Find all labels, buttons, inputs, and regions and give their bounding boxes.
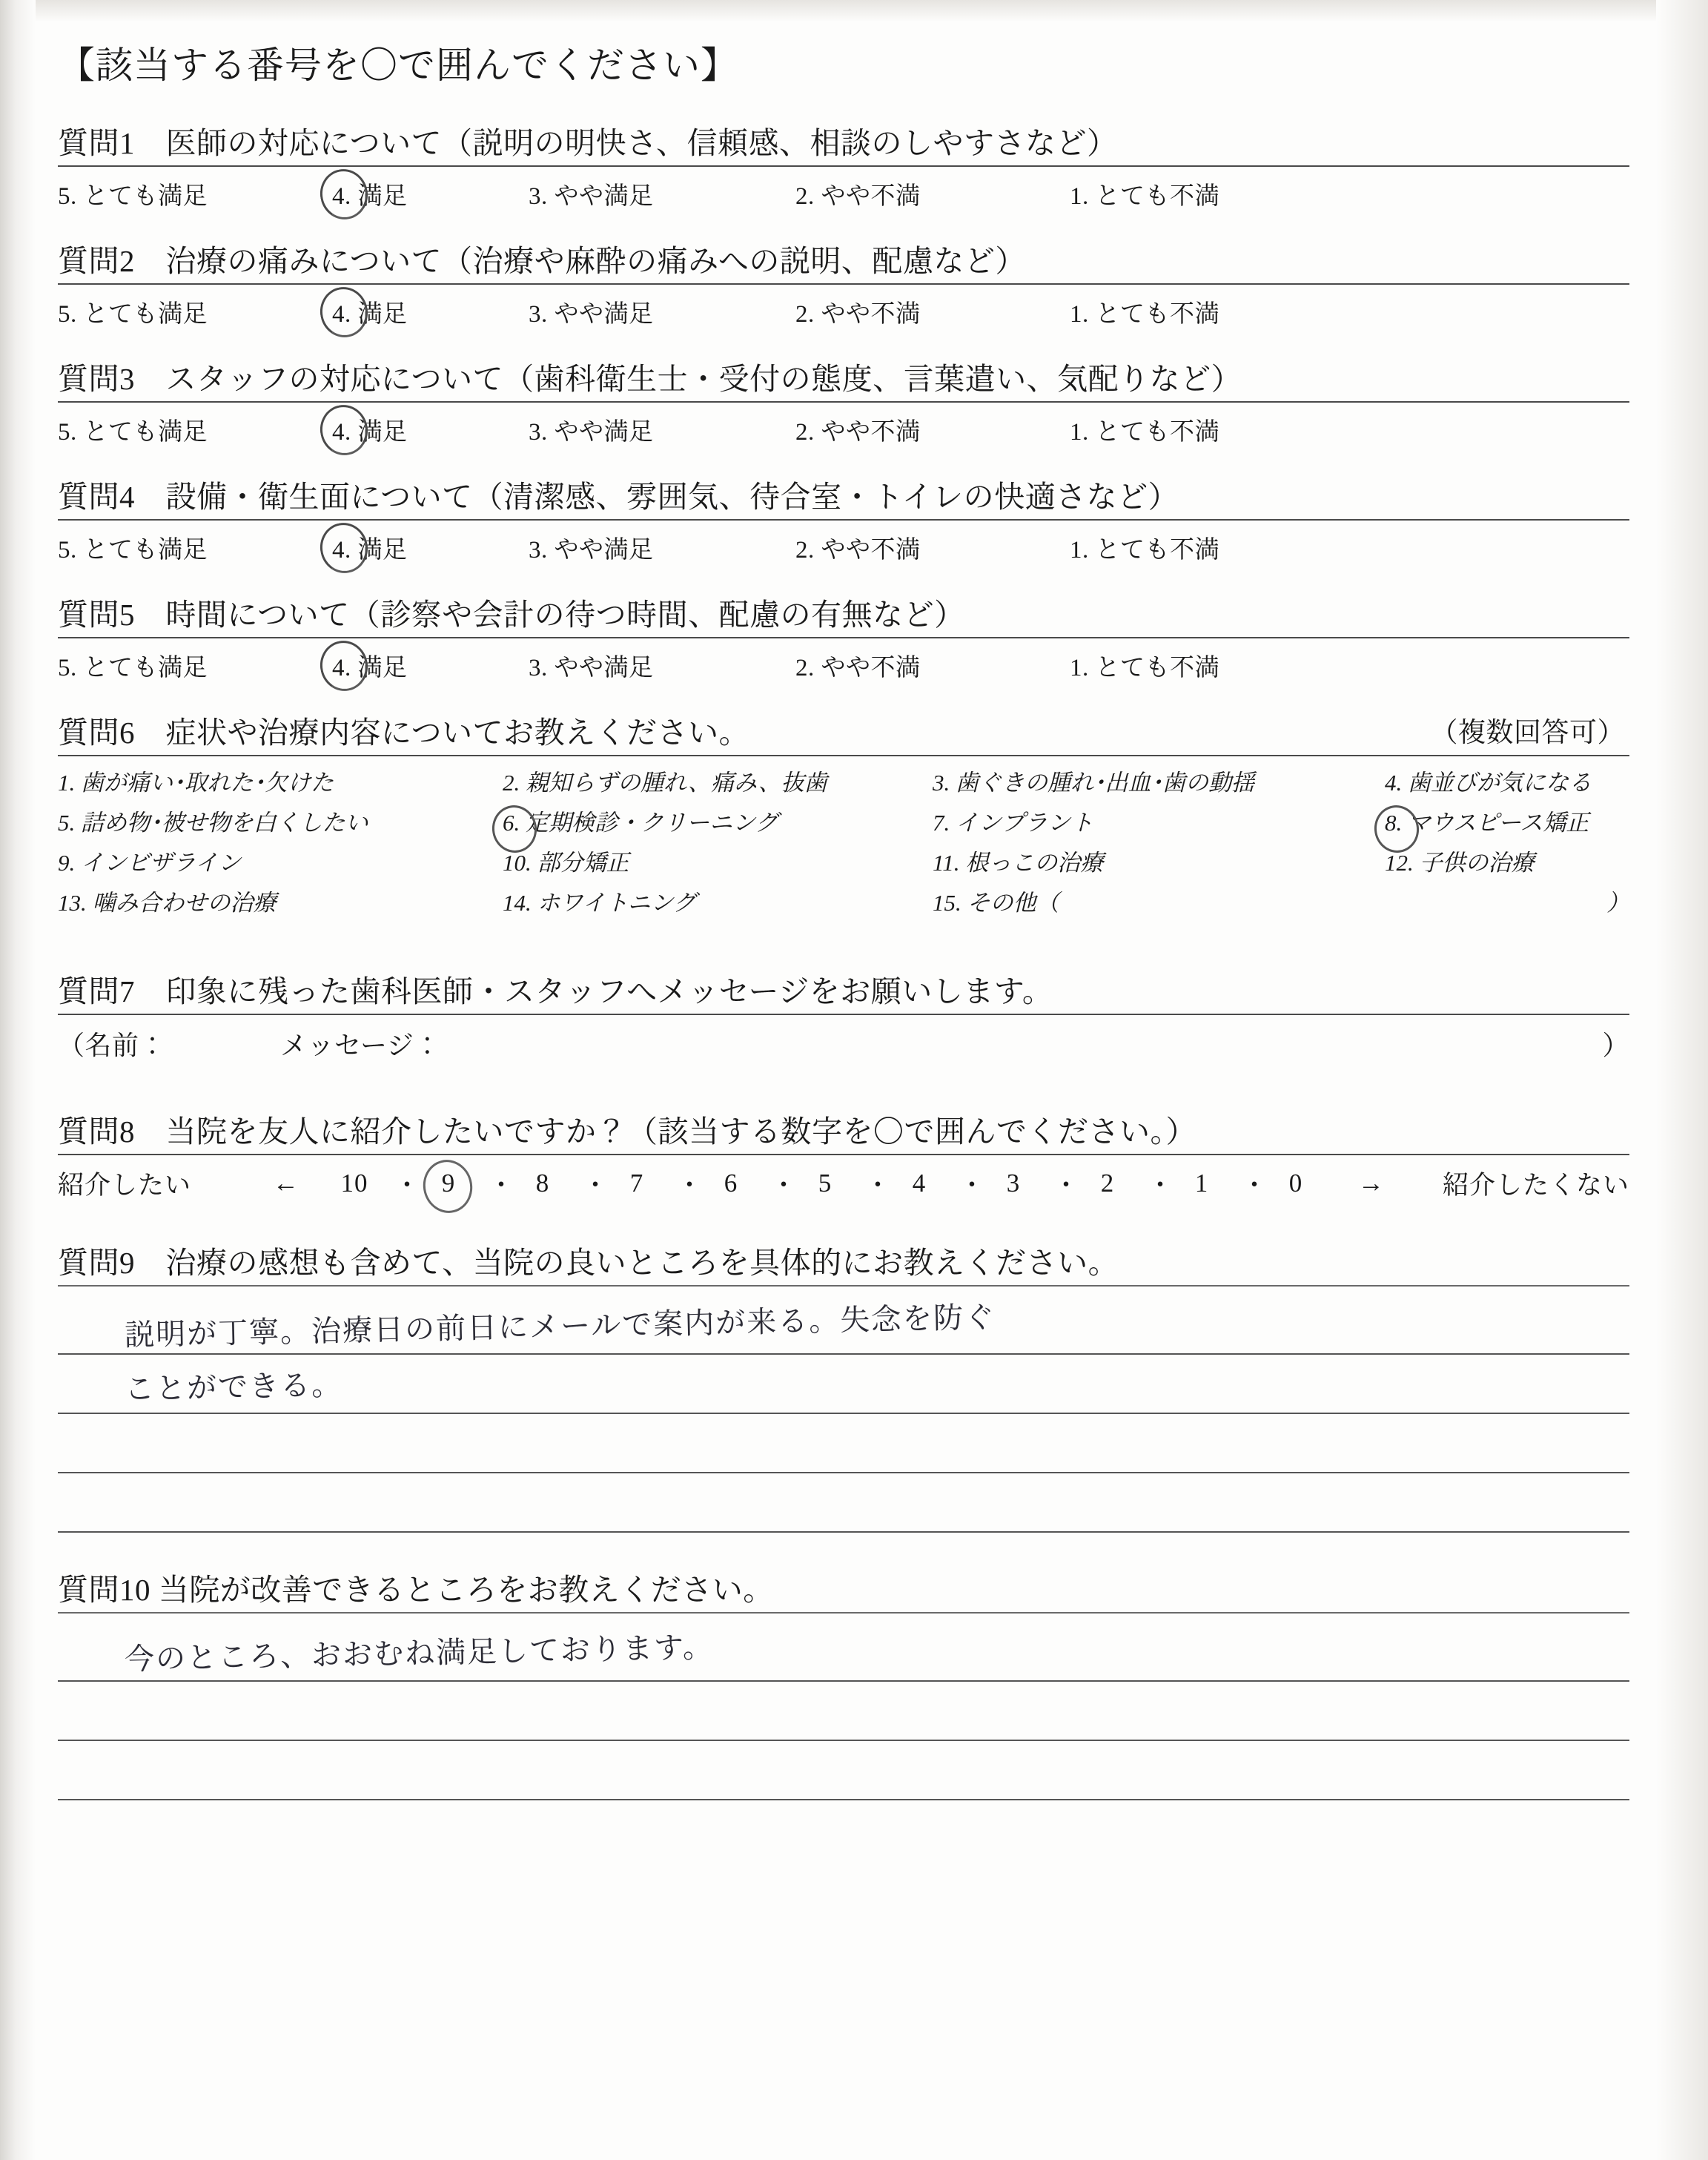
- q6-option-8-label: 8. マウスピース矯正: [1385, 809, 1589, 836]
- option-q5-4-label: 4. 満足: [332, 654, 408, 681]
- divider-q1: [58, 165, 1629, 167]
- option-q5-3[interactable]: 3. やや満足: [529, 654, 654, 681]
- q8-number-1[interactable]: 1: [1194, 1169, 1209, 1198]
- q6-option-6[interactable]: [503, 811, 933, 834]
- q8-number-8[interactable]: 8: [535, 1169, 550, 1198]
- q8-left-label: 紹介したい: [58, 1171, 192, 1200]
- page-title: 【該当する番号を〇で囲んでください】: [58, 44, 738, 86]
- q8-separator: ・: [1147, 1171, 1174, 1200]
- option-q4-5[interactable]: 5. とても満足: [58, 536, 208, 564]
- option-q3-4-label: 4. 満足: [332, 418, 408, 446]
- q6-option-12[interactable]: 12. 子供の治療: [1385, 849, 1535, 876]
- q7-answer-row[interactable]: [58, 1021, 1629, 1063]
- arrow-left-icon: ←: [273, 1169, 299, 1198]
- option-q3-4[interactable]: [332, 412, 529, 447]
- q6-options-grid[interactable]: [58, 762, 1629, 922]
- option-q4-4[interactable]: [332, 530, 529, 565]
- q8-number-list[interactable]: [325, 1165, 1333, 1202]
- q6-row: [58, 842, 1629, 882]
- q8-number-0[interactable]: 0: [1288, 1169, 1303, 1198]
- q10-handwritten-text-1: 今のところ、おおむね満足しております。: [124, 1630, 715, 1677]
- q6-row: [58, 802, 1629, 842]
- question-title-q5: 質問5 時間について（診察や会計の待つ時間、配慮の有無など）: [58, 598, 965, 632]
- q9-answer-line-3[interactable]: [58, 1414, 1629, 1473]
- divider-q5: [58, 637, 1629, 638]
- question-block-q2: [58, 237, 1629, 332]
- q6-option-14[interactable]: 14. ホワイトニング: [503, 889, 696, 916]
- q8-number-10[interactable]: 10: [340, 1169, 368, 1198]
- divider-q3: [58, 401, 1629, 403]
- option-q4-1[interactable]: 1. とても不満: [1070, 536, 1219, 564]
- q7-close-paren: ）: [1602, 1031, 1629, 1060]
- q8-separator: ・: [1053, 1171, 1080, 1200]
- q8-number-4[interactable]: 4: [912, 1169, 927, 1198]
- option-q1-3[interactable]: 3. やや満足: [529, 182, 654, 210]
- q6-option-9[interactable]: 9. インビザライン: [58, 849, 242, 876]
- q8-separator: ・: [770, 1171, 798, 1200]
- rating-scale-q3[interactable]: [58, 409, 1629, 450]
- question-block-q7: [58, 967, 1629, 1063]
- option-q5-4[interactable]: [332, 648, 529, 683]
- option-q2-1[interactable]: 1. とても不満: [1070, 300, 1219, 328]
- q7-message-label: メッセージ：: [280, 1031, 441, 1060]
- question-block-q9: [58, 1238, 1629, 1533]
- question-block-q5: [58, 590, 1629, 686]
- q6-option-8[interactable]: [1385, 811, 1629, 834]
- rating-scale-q5[interactable]: [58, 644, 1629, 686]
- question-title-q6-text: 質問6 症状や治療内容についてお教えください。: [58, 716, 750, 750]
- q8-number-9[interactable]: [434, 1169, 463, 1198]
- option-q2-2[interactable]: 2. やや不満: [795, 300, 921, 328]
- scan-shadow-right: [1656, 0, 1708, 2160]
- question-block-q3: [58, 354, 1629, 450]
- question-block-q6: [58, 708, 1629, 922]
- q10-answer-line-1[interactable]: [58, 1622, 1629, 1682]
- q8-number-9-label: 9: [441, 1169, 456, 1198]
- q6-option-10[interactable]: 10. 部分矯正: [503, 849, 629, 876]
- option-q5-5[interactable]: 5. とても満足: [58, 654, 208, 681]
- option-q4-3[interactable]: 3. やや満足: [529, 536, 654, 564]
- option-q3-3[interactable]: 3. やや満足: [529, 418, 654, 446]
- q8-right-label: 紹介したくない: [1442, 1171, 1629, 1200]
- option-q1-4[interactable]: [332, 176, 529, 211]
- option-q1-5[interactable]: 5. とても満足: [58, 182, 208, 210]
- option-q3-2[interactable]: 2. やや不満: [795, 418, 921, 446]
- q7-name-label: （名前：: [58, 1031, 167, 1060]
- q8-number-2[interactable]: 2: [1100, 1169, 1115, 1198]
- scan-shadow-left: [0, 0, 36, 2160]
- q6-option-2[interactable]: 2. 親知らずの腫れ、痛み、抜歯: [503, 769, 827, 796]
- question-block-q8: [58, 1107, 1629, 1206]
- q10-answer-area[interactable]: [58, 1622, 1629, 1800]
- q6-other-close-paren: ）: [1606, 889, 1629, 916]
- rating-scale-q2[interactable]: [58, 291, 1629, 332]
- option-q2-3[interactable]: 3. やや満足: [529, 300, 654, 328]
- question-title-q6: [58, 708, 1629, 752]
- divider-q8: [58, 1154, 1629, 1155]
- divider-q10: [58, 1612, 1629, 1614]
- option-q1-2[interactable]: 2. やや不満: [795, 182, 921, 210]
- question-q6-note: （複数回答可）: [1430, 718, 1625, 748]
- option-q2-5[interactable]: 5. とても満足: [58, 300, 208, 328]
- q8-number-7[interactable]: 7: [629, 1169, 644, 1198]
- q10-answer-line-2[interactable]: [58, 1682, 1629, 1741]
- q6-option-15-label: 15. その他（: [933, 889, 1059, 916]
- question-title-q4: 質問4 設備・衛生面について（清潔感、雰囲気、待合室・トイレの快適さなど）: [58, 480, 1179, 514]
- q8-separator: ・: [676, 1171, 704, 1200]
- q8-separator: ・: [394, 1171, 421, 1200]
- q9-answer-line-4[interactable]: [58, 1473, 1629, 1533]
- divider-q7: [58, 1014, 1629, 1015]
- question-block-q10: [58, 1565, 1629, 1800]
- question-block-q1: [58, 119, 1629, 214]
- option-q5-2[interactable]: 2. やや不満: [795, 654, 921, 681]
- q9-answer-line-2[interactable]: [58, 1355, 1629, 1414]
- question-title-q7: 質問7 印象に残った歯科医師・スタッフへメッセージをお願いします。: [58, 974, 1053, 1008]
- q6-row: [58, 762, 1629, 802]
- question-title-q3: 質問3 スタッフの対応について（歯科衛生士・受付の態度、言葉遣い、気配りなど）: [58, 362, 1242, 396]
- q9-answer-area[interactable]: [58, 1295, 1629, 1533]
- question-title-q1: 質問1 医師の対応について（説明の明快さ、信頼感、相談のしやすさなど）: [58, 126, 1118, 160]
- option-q3-5[interactable]: 5. とても満足: [58, 418, 208, 446]
- question-title-q2: 質問2 治療の痛みについて（治療や麻酔の痛みへの説明、配慮など）: [58, 244, 1026, 278]
- q6-option-5[interactable]: 5. 詰め物･被せ物を白くしたい: [58, 809, 368, 836]
- q6-option-7[interactable]: 7. インプラント: [933, 809, 1093, 836]
- q6-option-6-label: 6. 定期検診・クリーニング: [503, 809, 778, 836]
- q10-answer-line-3[interactable]: [58, 1741, 1629, 1800]
- divider-q6: [58, 755, 1629, 756]
- question-title-q8: 質問8 当院を友人に紹介したいですか？（該当する数字を〇で囲んでください。）: [58, 1114, 1196, 1149]
- question-block-q4: [58, 472, 1629, 568]
- divider-q9: [58, 1285, 1629, 1287]
- q8-separator: ・: [959, 1171, 986, 1200]
- q6-option-15[interactable]: [933, 891, 1385, 914]
- scan-shadow-top: [0, 0, 1708, 22]
- option-q3-1[interactable]: 1. とても不満: [1070, 418, 1219, 446]
- option-q2-4[interactable]: [332, 294, 529, 329]
- q6-option-11[interactable]: 11. 根っこの治療: [933, 849, 1104, 876]
- survey-sheet: [58, 36, 1629, 1814]
- option-q1-4-label: 4. 満足: [332, 182, 408, 210]
- q6-option-1[interactable]: 1. 歯が痛い･取れた･欠けた: [58, 769, 334, 796]
- question-title-q10: 質問10 当院が改善できるところをお教えください。: [58, 1573, 774, 1607]
- q8-number-6[interactable]: 6: [724, 1169, 738, 1198]
- q8-separator: ・: [582, 1171, 609, 1200]
- q9-handwritten-text-1: 説明が丁寧。治療日の前日にメールで案内が来る。失念を防ぐ: [124, 1300, 996, 1353]
- option-q4-2[interactable]: 2. やや不満: [795, 536, 921, 564]
- q6-option-13[interactable]: 13. 噛み合わせの治療: [58, 889, 277, 916]
- q9-handwritten-text-2: ことができる。: [124, 1367, 343, 1407]
- q8-separator: ・: [864, 1171, 892, 1200]
- rating-scale-q1[interactable]: [58, 173, 1629, 214]
- option-q5-1[interactable]: 1. とても不満: [1070, 654, 1219, 681]
- option-q2-4-label: 4. 満足: [332, 300, 408, 328]
- q6-row: [58, 882, 1629, 922]
- q9-answer-line-1[interactable]: [58, 1295, 1629, 1355]
- q8-number-5[interactable]: 5: [818, 1169, 833, 1198]
- q8-separator: ・: [1241, 1171, 1268, 1200]
- q8-number-3[interactable]: 3: [1006, 1169, 1021, 1198]
- option-q1-1[interactable]: 1. とても不満: [1070, 182, 1219, 210]
- nps-scale-q8[interactable]: [58, 1161, 1629, 1206]
- q6-option-4[interactable]: 4. 歯並びが気になる: [1385, 769, 1592, 796]
- divider-q2: [58, 283, 1629, 285]
- q8-separator: ・: [488, 1171, 515, 1200]
- arrow-right-icon: →: [1358, 1169, 1385, 1198]
- question-title-q9: 質問9 治療の感想も含めて、当院の良いところを具体的にお教えください。: [58, 1246, 1119, 1280]
- divider-q4: [58, 519, 1629, 521]
- q6-option-3[interactable]: 3. 歯ぐきの腫れ･出血･歯の動揺: [933, 769, 1254, 796]
- option-q4-4-label: 4. 満足: [332, 536, 408, 564]
- rating-scale-q4[interactable]: [58, 526, 1629, 568]
